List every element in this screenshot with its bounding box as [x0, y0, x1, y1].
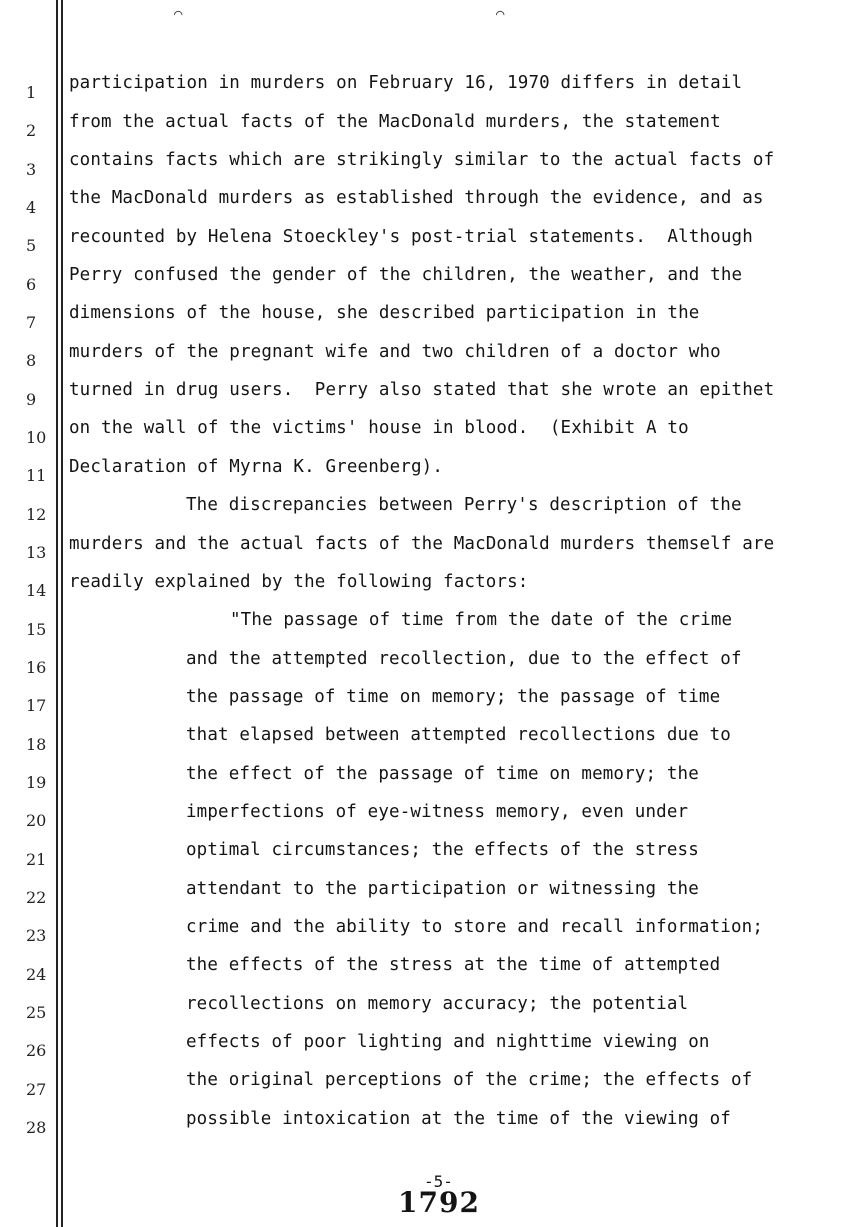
line-number: 12	[26, 505, 47, 524]
text-line: the effect of the passage of time on memory; the	[186, 764, 699, 784]
text-line: and the attempted recollection, due to the effect of	[186, 649, 742, 669]
line-number: 20	[26, 811, 47, 830]
margin-rule-outer	[56, 0, 58, 1227]
text-line: the effects of the stress at the time of attempted	[186, 955, 721, 975]
line-number: 8	[26, 351, 37, 370]
scan-mark: ⌒	[174, 6, 183, 22]
line-number: 2	[26, 121, 37, 140]
line-number: 15	[26, 620, 47, 639]
text-line: the passage of time on memory; the passage of time	[186, 687, 721, 707]
margin-rule-inner	[61, 0, 63, 1227]
text-line: from the actual facts of the MacDonald murders, the statement	[69, 112, 721, 132]
line-number: 9	[26, 390, 37, 409]
text-line: the original perceptions of the crime; the effects of	[186, 1070, 753, 1090]
text-line: effects of poor lighting and nighttime viewing on	[186, 1032, 710, 1052]
line-number: 23	[26, 926, 47, 945]
text-line: the MacDonald murders as established through the evidence, and as	[69, 188, 764, 208]
line-number: 6	[26, 275, 37, 294]
line-number: 1	[26, 83, 37, 102]
line-number: 4	[26, 198, 37, 217]
text-line: optimal circumstances; the effects of the stress	[186, 840, 699, 860]
text-line: murders of the pregnant wife and two children of a doctor who	[69, 342, 721, 362]
line-number: 21	[26, 850, 47, 869]
text-line: contains facts which are strikingly similar to the actual facts of	[69, 150, 775, 170]
line-number: 13	[26, 543, 47, 562]
text-line: Perry confused the gender of the children, the weather, and the	[69, 265, 743, 285]
text-line: murders and the actual facts of the MacDonald murders themself are	[69, 534, 775, 554]
text-line: that elapsed between attempted recollections due to	[186, 725, 731, 745]
text-line: imperfections of eye-witness memory, even under	[186, 802, 689, 822]
scan-mark: ⌒	[496, 6, 505, 22]
line-number: 10	[26, 428, 47, 447]
line-number: 11	[26, 466, 47, 485]
text-line: recounted by Helena Stoeckley's post-trial statements. Although	[69, 227, 753, 247]
page-number: -5-	[424, 1172, 453, 1191]
text-line: The discrepancies between Perry's description of the	[186, 495, 742, 515]
text-line: turned in drug users. Perry also stated that she wrote an epithet	[69, 380, 775, 400]
line-number: 3	[26, 160, 37, 179]
text-line: dimensions of the house, she described participation in the	[69, 303, 700, 323]
text-line: participation in murders on February 16, 1970 differs in detail	[69, 73, 743, 93]
text-line: crime and the ability to store and recall information;	[186, 917, 764, 937]
text-line: recollections on memory accuracy; the potential	[186, 994, 689, 1014]
line-number: 7	[26, 313, 37, 332]
line-number: 19	[26, 773, 47, 792]
text-line: on the wall of the victims' house in blood. (Exhibit A to	[69, 418, 689, 438]
text-line: readily explained by the following factors:	[69, 572, 529, 592]
bates-number: 1792	[398, 1186, 480, 1219]
line-number: 26	[26, 1041, 47, 1060]
line-number: 25	[26, 1003, 47, 1022]
line-number: 5	[26, 236, 37, 255]
line-number: 27	[26, 1080, 47, 1099]
text-line: attendant to the participation or witnessing the	[186, 879, 699, 899]
line-number: 22	[26, 888, 47, 907]
text-line: "The passage of time from the date of the crime	[230, 610, 733, 630]
line-number: 17	[26, 696, 47, 715]
line-number: 28	[26, 1118, 47, 1137]
line-number: 14	[26, 581, 47, 600]
text-line: Declaration of Myrna K. Greenberg).	[69, 457, 444, 477]
line-number: 24	[26, 965, 47, 984]
line-number: 18	[26, 735, 47, 754]
line-number: 16	[26, 658, 47, 677]
text-line: possible intoxication at the time of the viewing of	[186, 1109, 731, 1129]
